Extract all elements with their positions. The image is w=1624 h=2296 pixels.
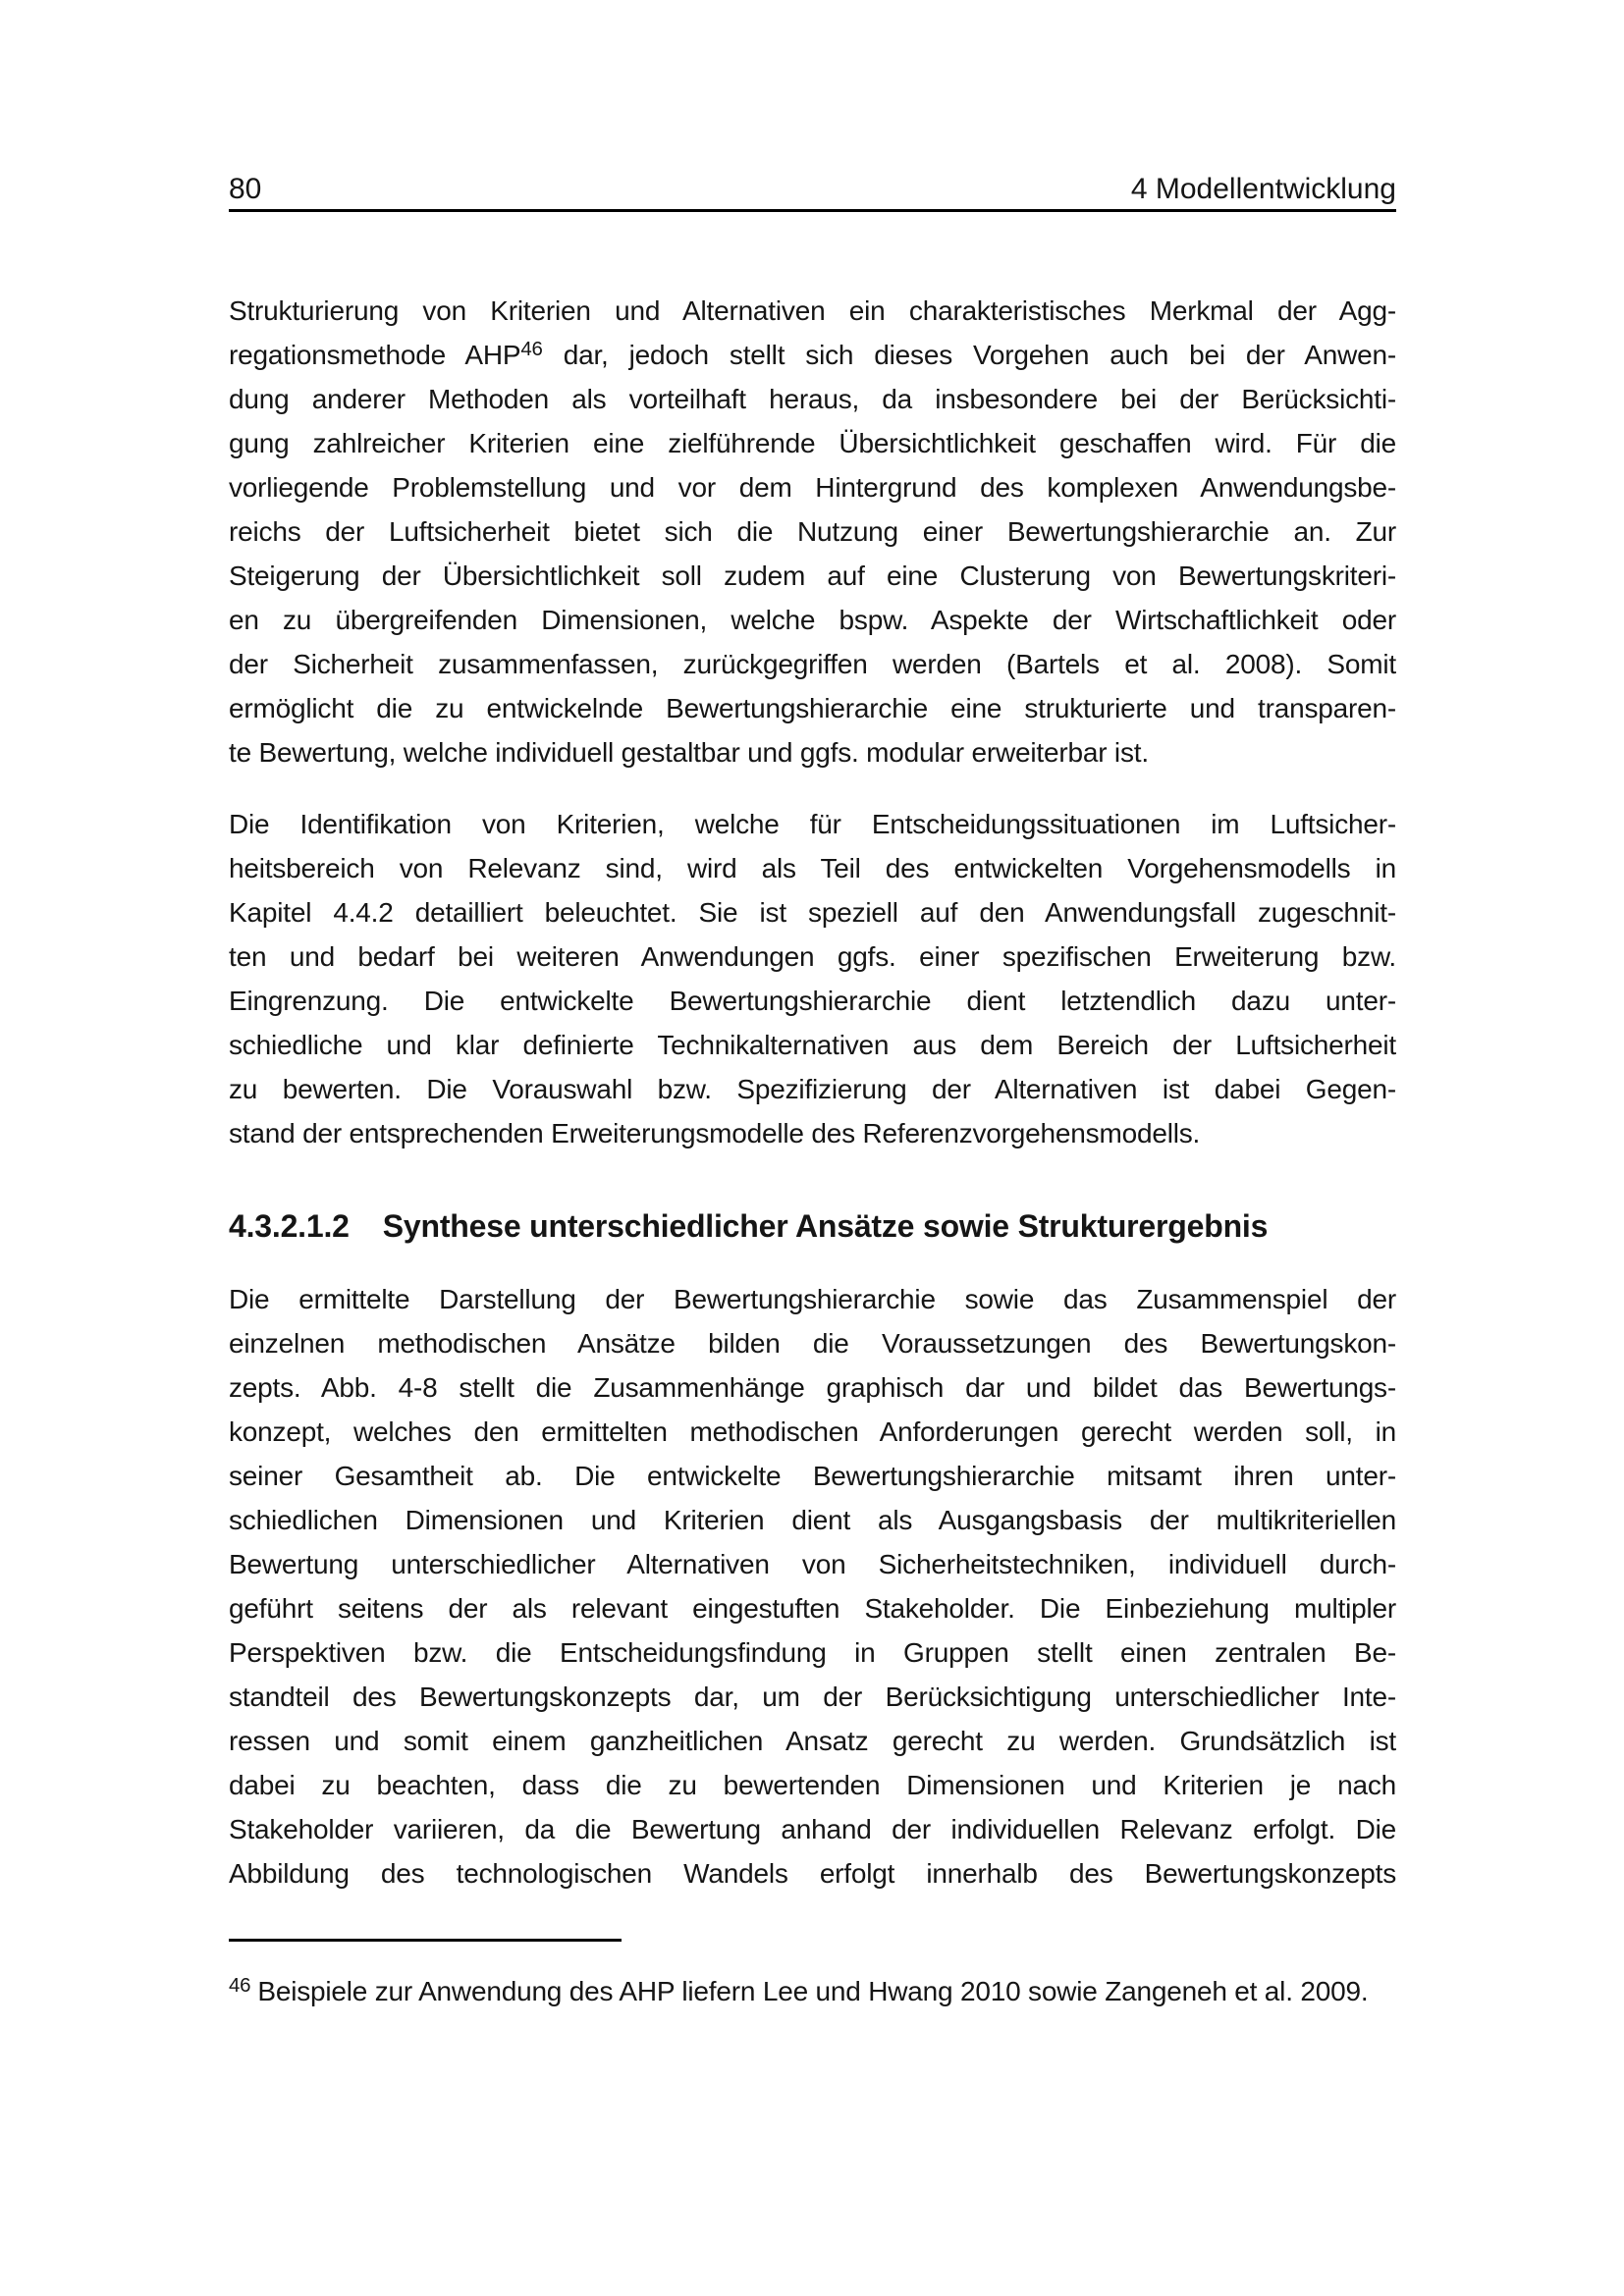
section-heading xyxy=(229,1205,1396,1247)
page-header xyxy=(229,173,1396,206)
footnote-reference: 46 xyxy=(520,337,543,360)
text-line: Perspektiven bzw. die Entscheidungsfindung in Gruppen stellt einen zentralen Be- xyxy=(229,1637,1396,1668)
text-line: einzelnen methodischen Ansätze bilden die Voraussetzungen des Bewertungskon- xyxy=(229,1328,1396,1359)
footnote-text: Beispiele zur Anwendung des AHP liefern Lee und Hwang 2010 sowie Zangeneh et al. 2009. xyxy=(257,1976,1369,2006)
text-line: ressen und somit einem ganzheitlichen Ansatz gerecht zu werden. Grundsätzlich ist xyxy=(229,1726,1396,1756)
text-line: reichs der Luftsicherheit bietet sich die Nutzung einer Bewertungshierarchie an. Zur xyxy=(229,516,1396,547)
text-line: schiedliche und klar definierte Technikalternativen aus dem Bereich der Luftsicherheit xyxy=(229,1030,1396,1060)
text-line: ten und bedarf bei weiteren Anwendungen ggfs. einer spezifischen Erweiterung bzw. xyxy=(229,941,1396,972)
footnote xyxy=(229,1971,1396,2012)
text-line: zu bewerten. Die Vorauswahl bzw. Spezifizierung der Alternativen ist dabei Gegen- xyxy=(229,1074,1396,1104)
text-line: te Bewertung, welche individuell gestaltbar und ggfs. modular erweiterbar ist. xyxy=(229,737,1149,768)
text-line: Bewertung unterschiedlicher Alternativen von Sicherheitstechniken, individuell durch- xyxy=(229,1549,1396,1579)
text-line: gung zahlreicher Kriterien eine zielführende Übersichtlichkeit geschaffen wird. Für die xyxy=(229,428,1396,458)
text-line: geführt seitens der als relevant eingestuften Stakeholder. Die Einbeziehung multipler xyxy=(229,1593,1396,1624)
footnote-marker: 46 xyxy=(229,1973,251,1997)
text-line: Kapitel 4.4.2 detailliert beleuchtet. Sie ist speziell auf den Anwendungsfall zugeschnit- xyxy=(229,897,1396,928)
section-title: Synthese unterschiedlicher Ansätze sowie Strukturergebnis xyxy=(382,1208,1269,1244)
text-line: standteil des Bewertungskonzepts dar, um der Berücksichtigung unterschiedlicher Inte- xyxy=(229,1682,1396,1712)
text-line: Die Identifikation von Kriterien, welche für Entscheidungssituationen im Luftsicher- xyxy=(229,809,1396,839)
text-line: vorliegende Problemstellung und vor dem Hintergrund des komplexen Anwendungsbe- xyxy=(229,472,1396,503)
text-line: konzept, welches den ermittelten methodischen Anforderungen gerecht werden soll, in xyxy=(229,1416,1396,1447)
text-line: zepts. Abb. 4-8 stellt die Zusammenhänge graphisch dar und bildet das Bewertungs- xyxy=(229,1372,1396,1403)
running-chapter-title: 4 Modellentwicklung xyxy=(1130,173,1396,205)
text-line: Die ermittelte Darstellung der Bewertungshierarchie sowie das Zusammenspiel der xyxy=(229,1284,1396,1314)
footnote-rule xyxy=(229,1939,622,1942)
text-line: Abbildung des technologischen Wandels erfolgt innerhalb des Bewertungskonzepts xyxy=(229,1858,1396,1889)
text-line: seiner Gesamtheit ab. Die entwickelte Bewertungshierarchie mitsamt ihren unter- xyxy=(229,1461,1396,1491)
text-line: stand der entsprechenden Erweiterungsmodelle des Referenzvorgehensmodells. xyxy=(229,1118,1201,1148)
page-number: 80 xyxy=(229,173,262,205)
text-line: Strukturierung von Kriterien und Alternativen ein charakteristisches Merkmal der Agg- xyxy=(229,295,1396,326)
text-line: dung anderer Methoden als vorteilhaft heraus, da insbesondere bei der Berücksichti- xyxy=(229,384,1396,414)
header-rule xyxy=(229,209,1396,212)
paragraph-synthesis xyxy=(229,1277,1396,1896)
paragraph-structuring-criteria xyxy=(229,289,1396,774)
text-line: dabei zu beachten, dass die zu bewertenden Dimensionen und Kriterien je nach xyxy=(229,1770,1396,1800)
paragraph-criteria-identification xyxy=(229,802,1396,1155)
text-line: heitsbereich von Relevanz sind, wird als Teil des entwickelten Vorgehensmodells in xyxy=(229,853,1396,883)
section-number: 4.3.2.1.2 xyxy=(229,1208,350,1244)
text-line: en zu übergreifenden Dimensionen, welche bspw. Aspekte der Wirtschaftlichkeit oder xyxy=(229,605,1396,635)
text-line: der Sicherheit zusammenfassen, zurückgegriffen werden (Bartels et al. 2008). Somit xyxy=(229,649,1396,679)
text-line: Stakeholder variieren, da die Bewertung anhand der individuellen Relevanz erfolgt. Die xyxy=(229,1814,1396,1844)
text-line: schiedlichen Dimensionen und Kriterien dient als Ausgangsbasis der multikriteriellen xyxy=(229,1505,1396,1535)
text-line: ermöglicht die zu entwickelnde Bewertungshierarchie eine strukturierte und transparen- xyxy=(229,693,1396,723)
text-line: Steigerung der Übersichtlichkeit soll zudem auf eine Clusterung von Bewertungskriteri- xyxy=(229,561,1396,591)
text-line: Eingrenzung. Die entwickelte Bewertungshierarchie dient letztendlich dazu unter- xyxy=(229,986,1396,1016)
text-line: regationsmethode AHP$^{46}$ dar, jedoch stellt sich dieses Vorgehen auch bei der Anwen- xyxy=(229,337,1396,370)
